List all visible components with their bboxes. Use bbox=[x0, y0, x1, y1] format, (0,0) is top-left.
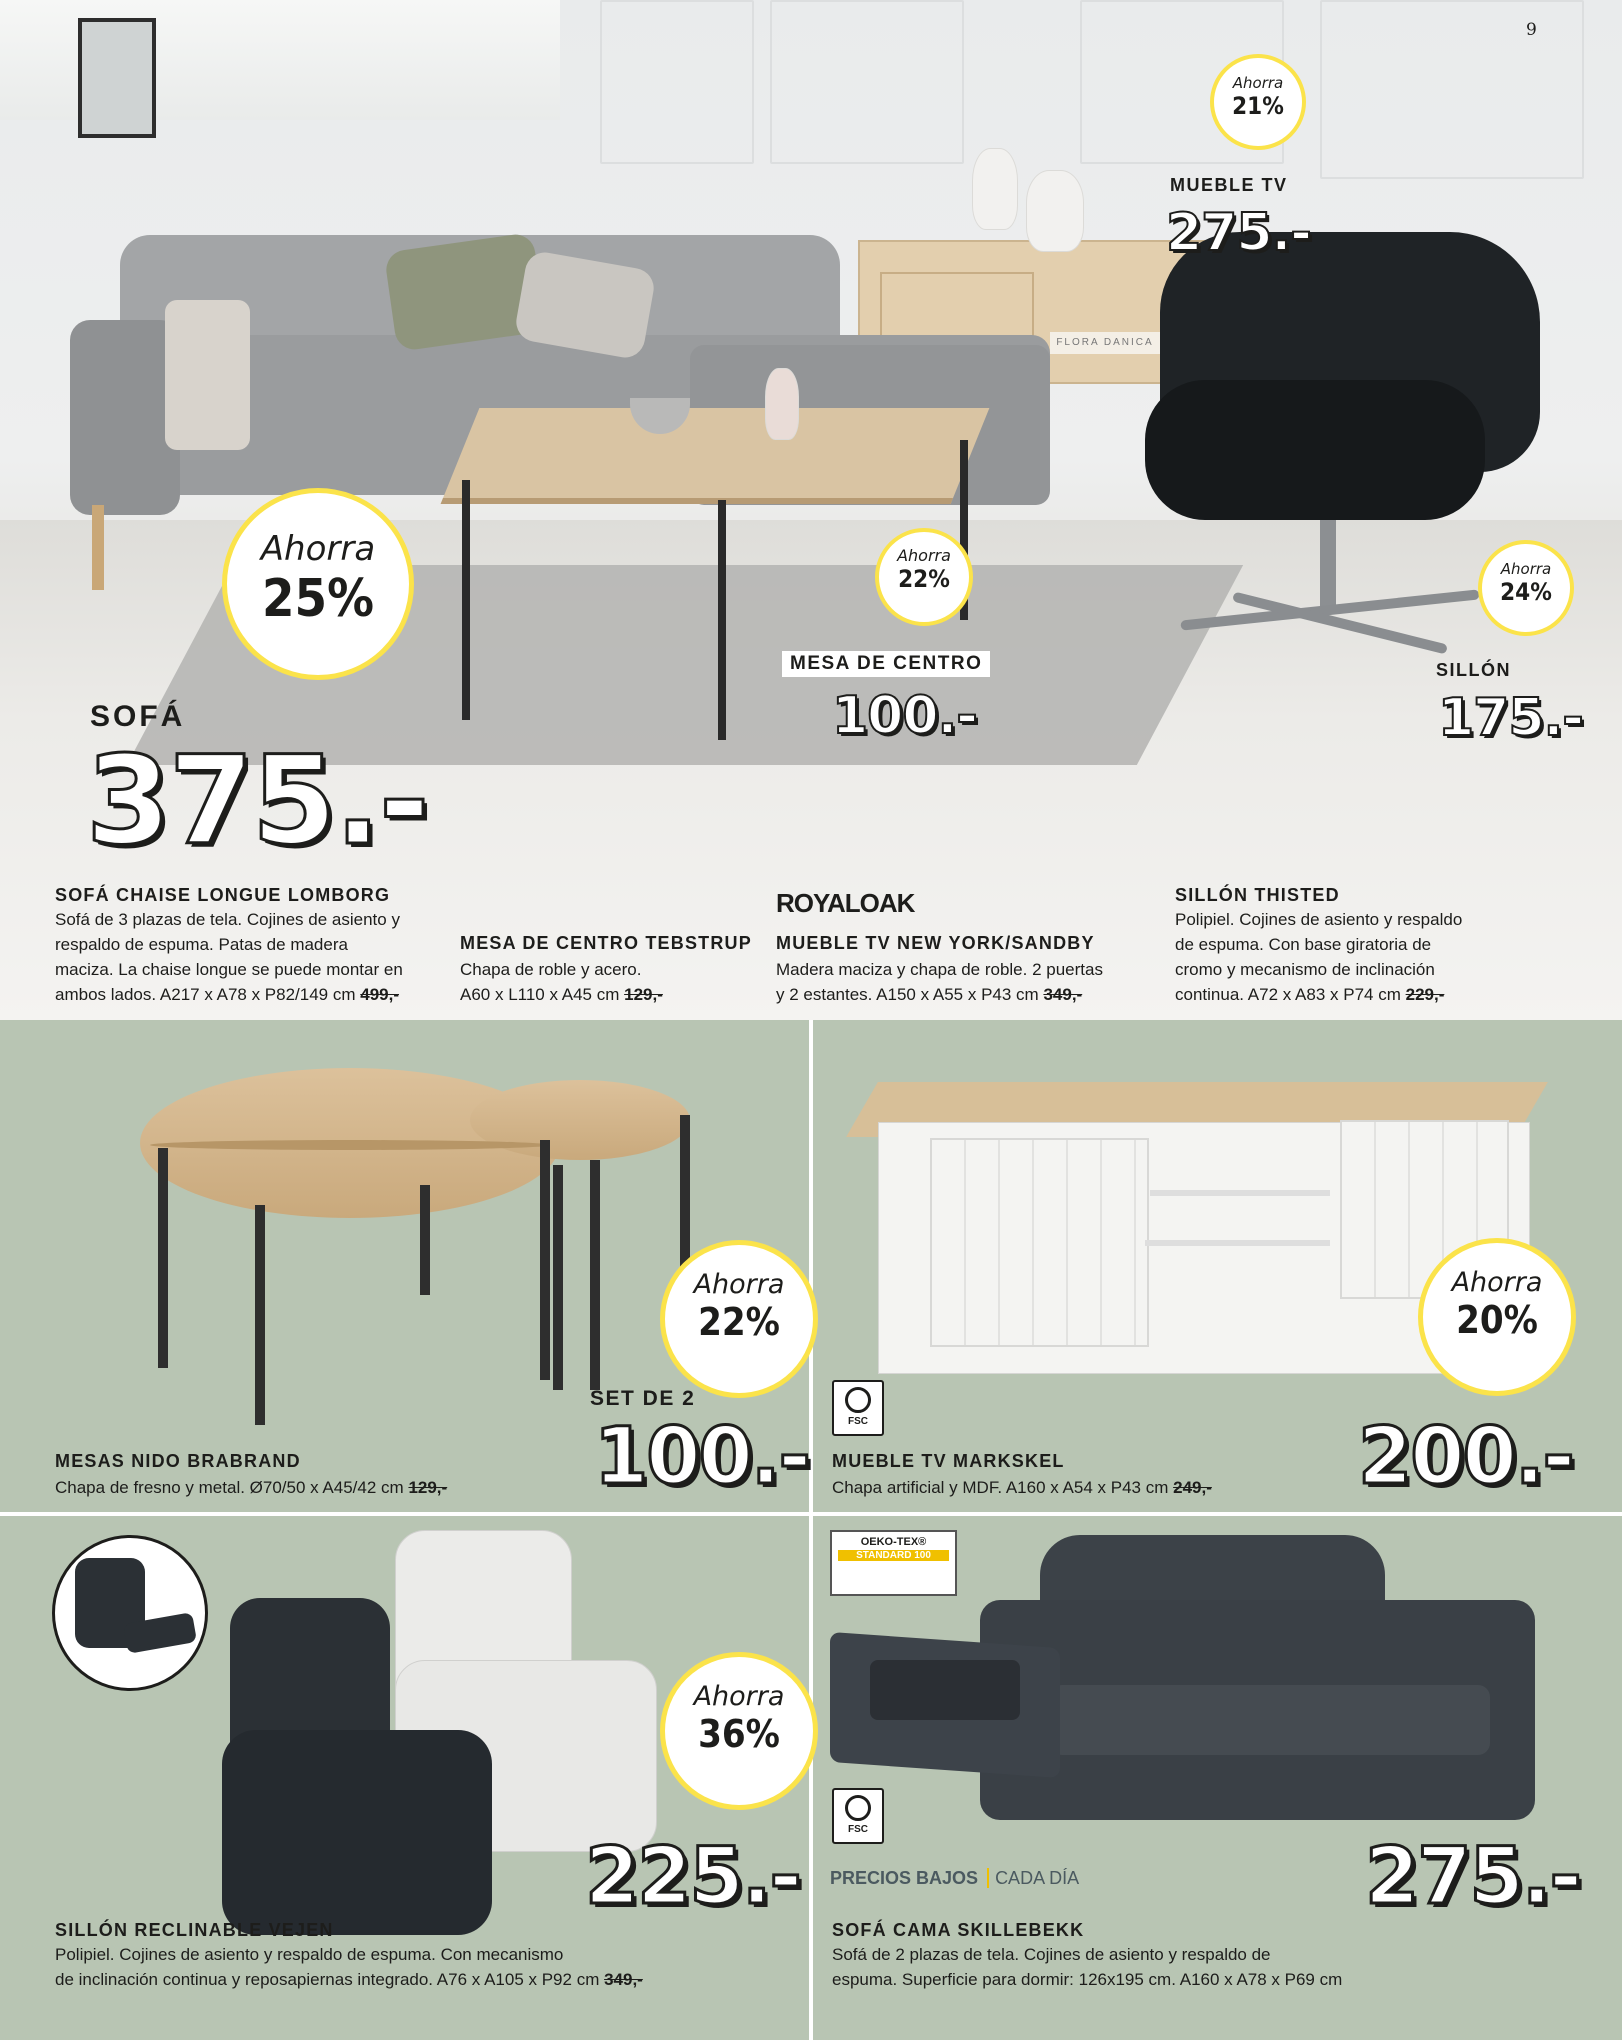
sofa-price: 375.- bbox=[86, 730, 428, 872]
discount-bubble-tv-markskel: Ahorra 20% bbox=[1418, 1238, 1576, 1396]
table-price: 100.- bbox=[832, 686, 977, 746]
set-label: SET DE 2 bbox=[590, 1387, 696, 1410]
discount-bubble-recliner: Ahorra 36% bbox=[660, 1652, 818, 1810]
discount-bubble-nesting-tables: Ahorra 22% bbox=[660, 1240, 818, 1398]
vase bbox=[972, 148, 1018, 230]
nesting-tables-title: MESAS NIDO BRABRAND bbox=[55, 1451, 301, 1471]
old-price: 249,- bbox=[1173, 1478, 1212, 1497]
old-price: 129,- bbox=[624, 985, 663, 1004]
table-title: MESA DE CENTRO TEBSTRUP bbox=[460, 933, 752, 953]
table-label: MESA DE CENTRO bbox=[782, 651, 990, 677]
discount-bubble-sofa: Ahorra 25% bbox=[222, 488, 414, 680]
old-price: 129,- bbox=[408, 1478, 448, 1497]
tv-markskel-description: Chapa artificial y MDF. A160 x A54 x P43 cm 249,- bbox=[832, 1478, 1212, 1497]
shelf-book: FLORA DANICA bbox=[1050, 332, 1160, 354]
nesting-tables-price: 100.- bbox=[594, 1412, 809, 1502]
throw-blanket bbox=[165, 300, 250, 450]
oeko-tex-logo: OEKO-TEX® STANDARD 100 bbox=[830, 1530, 957, 1596]
royal-oak-logo: ROYALOAK bbox=[776, 888, 915, 918]
recliner-description: Polipiel. Cojines de asiento y respaldo de espuma. Con mecanismo de inclinación continua y reposapiernas integrado. A76 x A105 x P92 cm 349,- bbox=[55, 1945, 643, 1989]
sofa-label: SOFÁ bbox=[90, 700, 186, 733]
tv-price: 275.- bbox=[1166, 203, 1311, 263]
discount-bubble-tv: Ahorra 21% bbox=[1210, 54, 1306, 150]
chair-title: SILLÓN THISTED bbox=[1175, 885, 1340, 905]
old-price: 349,- bbox=[604, 1970, 643, 1989]
recliner-title: SILLÓN RECLINABLE VEJEN bbox=[55, 1920, 334, 1940]
nesting-tables-description: Chapa de fresno y metal. Ø70/50 x A45/42 cm 129,- bbox=[55, 1478, 448, 1497]
fsc-logo: FSC bbox=[832, 1788, 884, 1844]
sofa-description: Sofá de 3 plazas de tela. Cojines de asiento y respaldo de espuma. Patas de madera maciza. La chaise longue se puede montar en ambos lados. A217 x A78 x P82/149 cm 499,- bbox=[55, 910, 403, 1004]
chair-description: Polipiel. Cojines de asiento y respaldo de espuma. Con base giratoria de cromo y mecanismo de inclinación continua. A72 x A83 x P74 cm 229,- bbox=[1175, 910, 1463, 1004]
table-description: Chapa de roble y acero. A60 x L110 x A45 cm 129,- bbox=[460, 960, 663, 1004]
tv-description: Madera maciza y chapa de roble. 2 puertas y 2 estantes. A150 x A55 x P43 cm 349,- bbox=[776, 960, 1103, 1004]
discount-bubble-table: Ahorra 22% bbox=[875, 528, 973, 626]
tv-label: MUEBLE TV bbox=[1170, 175, 1288, 195]
discount-bubble-chair: Ahorra 24% bbox=[1478, 540, 1574, 636]
chair-price: 175.- bbox=[1438, 688, 1583, 748]
sofa-bed-description: Sofá de 2 plazas de tela. Cojines de asiento y respaldo de espuma. Superficie para dormir: 126x195 cm. A160 x A78 x P69 cm bbox=[832, 1945, 1343, 1989]
old-price: 499,- bbox=[360, 985, 400, 1004]
tv-markskel-price: 200.- bbox=[1358, 1412, 1573, 1502]
precios-bajos-logo: PRECIOS BAJOS CADA DÍA bbox=[830, 1868, 1080, 1888]
tv-title: MUEBLE TV NEW YORK/SANDBY bbox=[776, 933, 1095, 953]
recliner-price: 225.- bbox=[585, 1832, 800, 1922]
fsc-logo: FSC bbox=[832, 1380, 884, 1436]
wall-picture bbox=[78, 18, 156, 138]
vase bbox=[1026, 170, 1084, 252]
page-number: 9 bbox=[1526, 20, 1537, 40]
old-price: 349,- bbox=[1043, 985, 1083, 1004]
sofa-bed-title: SOFÁ CAMA SKILLEBEKK bbox=[832, 1920, 1085, 1940]
old-price: 229,- bbox=[1405, 985, 1445, 1004]
tv-markskel-title: MUEBLE TV MARKSKEL bbox=[832, 1451, 1065, 1471]
sofa-bed-price: 275.- bbox=[1365, 1832, 1580, 1922]
sofa-title: SOFÁ CHAISE LONGUE LOMBORG bbox=[55, 885, 391, 905]
chair-label: SILLÓN bbox=[1436, 660, 1511, 680]
coffee-table-image bbox=[441, 408, 990, 504]
